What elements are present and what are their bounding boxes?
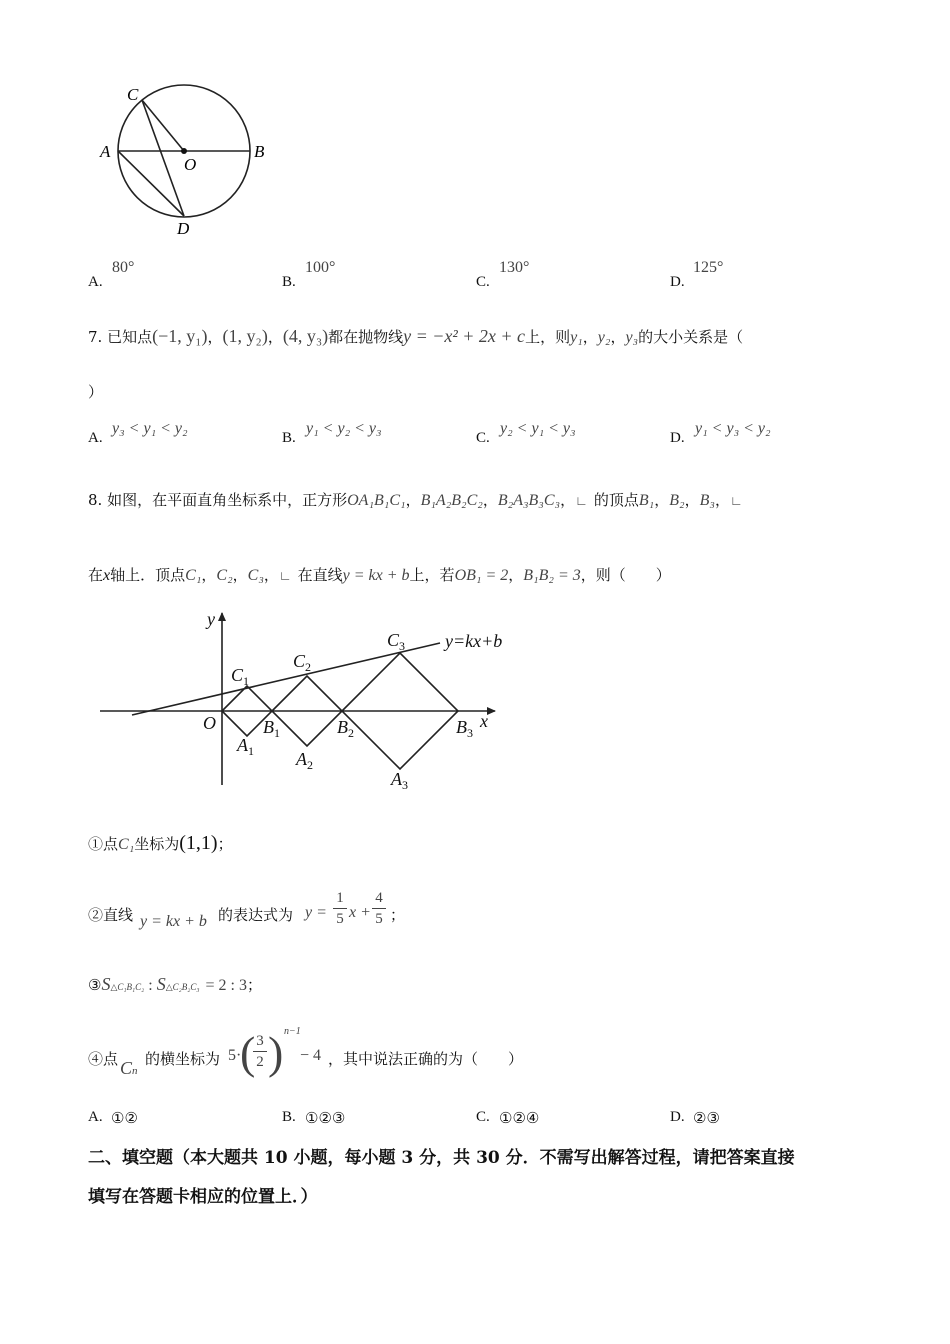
fig-label-c3: $C_3$ [387,630,406,653]
q8-sep-5: ， [684,491,700,509]
q8-condition-2: B₁B₂ = 3 [523,567,581,584]
q8-option-b-letter: B. [282,1109,296,1125]
q8-line2-text-3: 在直线 [297,566,343,584]
s2-y: y = [305,904,327,921]
s4-point: Cn [120,1058,138,1078]
q6-option-d-value: 125° [693,259,724,276]
s3-colon: : [148,977,153,994]
q8-option-c-letter: C. [476,1109,490,1125]
q7-sep-1: ， [207,328,223,346]
s4-prefix: ④点 [88,1050,119,1068]
label-o: O [184,155,197,174]
chord-cd [142,100,184,216]
q6-option-a-letter: A. [88,274,103,290]
label-c: C [127,85,139,104]
q8-vertex-c1: C₁ [185,567,202,584]
label-a: A [100,142,111,161]
q8-option-a-letter: A. [88,1109,103,1125]
q8-number: 8. [88,491,103,509]
q8-sep-3: ， [560,491,576,509]
q8-vertex-c3: C₃ [247,567,264,584]
q8-sep-1: ， [405,491,421,509]
s2-end: ； [390,906,406,924]
q7-option-c-value: y₂ < y₁ < y₃ [500,420,576,437]
fig-label-a2: $A_2$ [296,749,313,772]
s1-point: C₁ [118,836,135,853]
q8-stem-line-2 [88,564,671,585]
s1-mid: 坐标为 [134,835,180,853]
q6-option-d-letter: D. [670,274,685,290]
s2-x: x + [349,904,371,921]
q8-stem-line-1 [88,489,743,510]
q8-vertex-b3: B₃ [699,492,715,509]
q7-stem [88,326,743,347]
q7-option-a-letter: A. [88,430,103,446]
chord-ad [118,151,184,216]
q8-text-2: 的顶点 [593,491,639,509]
q8-square-2: B₁A₂B₂C₂ [420,492,483,509]
q8-sep-10: ， [508,566,524,584]
s3-sub2: △C₂B₂C₃ [165,982,200,992]
s4-tail: − 4 [300,1047,322,1064]
q8-ellipsis-1: ∟ [575,493,588,508]
q8-vertex-b1: B₁ [638,492,655,509]
coordinate-figure [95,605,525,795]
s4-end: ，其中说法正确的为（ ） [328,1050,524,1068]
s4-den: 2 [256,1054,264,1070]
s4-num: 3 [256,1033,264,1049]
fig-label-x: x [480,711,488,731]
fig-label-y: y [207,609,215,629]
fig-label-c1: $C_1$ [231,665,250,688]
s2-mid: 的表达式为 [218,906,294,924]
q8-option-d-letter: D. [670,1109,685,1125]
q8-statement-3 [88,974,262,995]
q7-point-1: (−1, y₁) [152,326,208,346]
fig-label-b1: $B_1$ [263,717,280,740]
q7-option-b-value: y₁ < y₂ < y₃ [306,420,382,437]
s2-prefix: ②直线 [88,906,134,924]
s1-value: (1,1) [179,832,218,854]
fig-label-a1: $A_1$ [237,735,254,758]
fig-label-b2: $B_2$ [337,717,354,740]
q6-option-c-letter: C. [476,274,490,290]
q7-point-3: (4, y₃) [282,326,329,346]
q7-option-d-letter: D. [670,430,685,446]
s2-fraction-2 [372,890,386,927]
q7-var-2: y₂ [597,329,611,346]
s2-den-2: 5 [375,911,383,927]
q8-ellipsis-2: ∟ [729,493,743,508]
q7-number: 7. [88,328,103,346]
s4-five: 5· [228,1047,242,1064]
q8-sep-9: ， [263,566,279,584]
circle-figure [95,80,285,240]
q8-axis-x: x [103,567,111,584]
fig-label-b3: $B_3$ [456,717,473,740]
q7-option-c-letter: C. [476,430,490,446]
line-kx-b [132,643,440,715]
center-point [181,148,187,154]
section-2-heading-line-2: 填写在答题卡相应的位置上．） [88,1187,318,1207]
s3-value: = 2 : 3 [205,977,247,994]
q8-ellipsis-3: ∟ [278,568,292,583]
section-2-heading-line-1: 二、填空题（本大题共 10 小题，每小题 3 分，共 30 分．不需写出解答过程，请把答案直接 [88,1148,795,1168]
s3-prefix: ③ [88,976,102,994]
q7-var-3: y₃ [625,329,639,346]
q8-sep-6: ， [714,491,730,509]
q8-option-d-value: ②③ [693,1109,720,1127]
q8-vertex-c2: C₂ [216,567,233,584]
label-b: B [254,142,265,161]
s2-num-2: 4 [375,890,383,906]
s2-bar-1 [333,908,347,909]
q8-sep-4: ， [654,491,670,509]
q8-line2-text-5: ，则（ ） [580,566,671,584]
q7-sep-3: ， [582,328,598,346]
q7-option-d-value: y₁ < y₃ < y₂ [695,420,771,437]
s2-den-1: 5 [336,911,344,927]
s1-prefix: ①点 [88,835,119,853]
s1-end: ； [217,835,233,853]
q8-sep-8: ， [232,566,248,584]
q6-option-b-letter: B. [282,274,296,290]
q7-parabola: y = −x² + 2x + c [403,326,526,346]
fig-label-a3: $A_3$ [391,769,408,792]
q7-text-4: 的大小关系是（ [638,328,744,346]
q7-close-paren: ） [88,383,104,401]
q6-option-a-value: 80° [112,259,135,276]
q8-square-3: B₂A₃B₃C₃ [497,492,561,509]
s4-exponent: n−1 [284,1026,301,1037]
s2-fraction-1 [333,890,347,927]
q8-vertex-b2: B₂ [669,492,685,509]
q7-point-2: (1, y₂) [222,326,268,346]
q6-option-c-value: 130° [499,259,530,276]
q7-sep-4: ， [610,328,626,346]
q8-line2-text-2: 轴上．顶点 [110,566,186,584]
q7-text-3: 上，则 [525,328,571,346]
s2-num-1: 1 [336,890,344,906]
q8-line2-text-1: 在 [88,566,104,584]
s4-mid: 的横坐标为 [145,1050,221,1068]
fig-label-c2: $C_2$ [293,651,312,674]
q8-option-c-value: ①②④ [499,1109,540,1127]
q8-option-a-value: ①② [111,1109,138,1127]
s4-fraction [253,1033,267,1070]
q8-condition-1: OB₁ = 2 [454,567,509,584]
q8-text-1: 如图，在平面直角坐标系中，正方形 [107,491,348,509]
q8-line-equation: y = kx + b [342,567,410,584]
q7-sep-2: ， [267,328,283,346]
s3-sub1: △C₁B₁C₂ [110,982,145,992]
q8-statement-1 [88,832,233,855]
fig-label-line: y=kx+b [445,631,503,651]
q8-sep-7: ， [201,566,217,584]
q7-option-a-value: y₃ < y₁ < y₂ [112,420,188,437]
segment-co [142,100,184,151]
s3-s2: S [156,974,166,994]
q8-line2-text-4: 上，若 [409,566,455,584]
s4-bar [253,1051,267,1052]
q7-text-2: 都在抛物线 [328,328,404,346]
label-d: D [177,219,190,238]
s2-bar-2 [372,908,386,909]
s4-paren-left: ( [240,1027,256,1078]
q8-square-1: OA₁B₁C₁ [347,492,406,509]
s3-s1: S [101,974,111,994]
fig-label-o: O [203,713,216,733]
q7-text-1: 已知点 [107,328,153,346]
s3-end: ； [247,976,263,994]
q7-option-b-letter: B. [282,430,296,446]
q6-option-b-value: 100° [305,259,336,276]
q7-var-1: y₁ [570,329,583,346]
q8-statement-2 [88,904,133,925]
s4-paren-right: ) [268,1027,284,1078]
q8-option-b-value: ①②③ [305,1109,346,1127]
s2-line-eq: y = kx + b [140,913,207,930]
q8-sep-2: ， [482,491,498,509]
